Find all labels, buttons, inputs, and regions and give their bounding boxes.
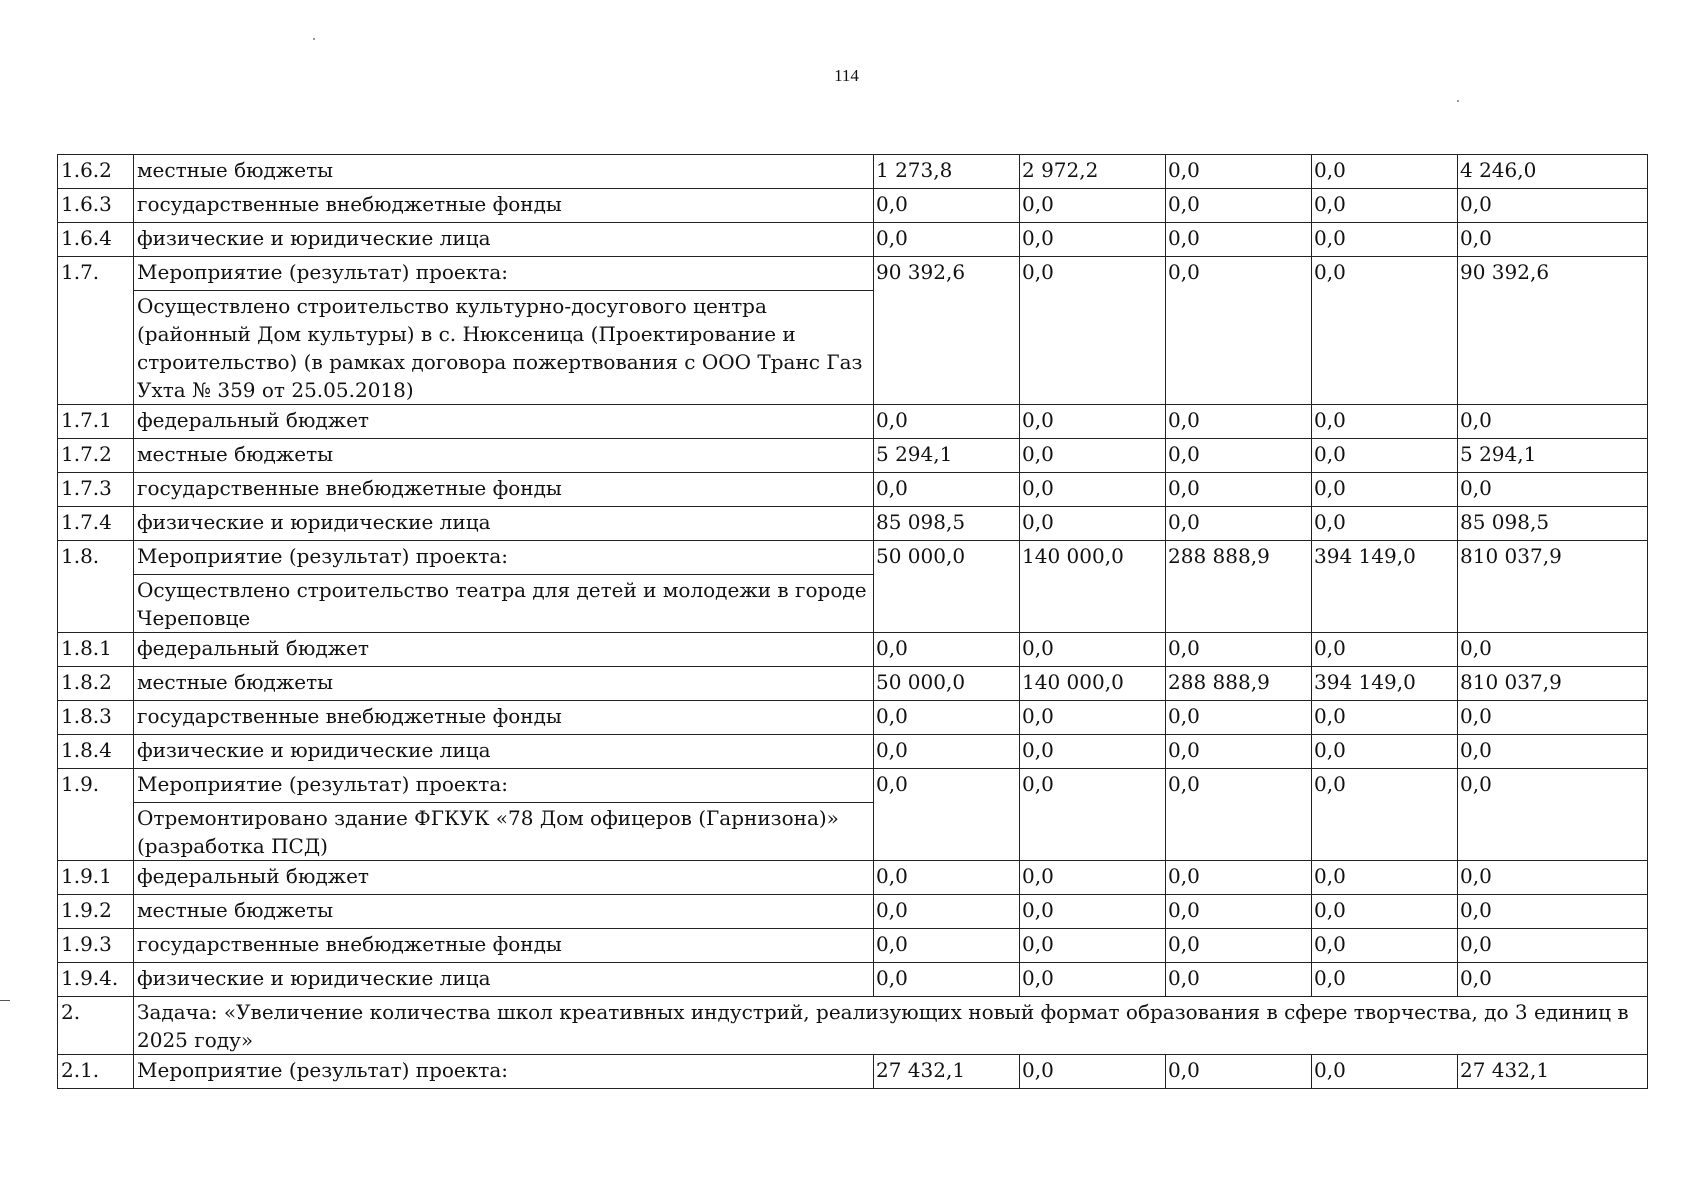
value-cell: 0,0 <box>1020 769 1166 861</box>
page-number: 114 <box>834 66 859 85</box>
value-cell: 0,0 <box>874 633 1020 667</box>
row-description: Осуществлено строительство театра для детей и молодежи в городе Череповце <box>134 575 874 633</box>
value-cell: 0,0 <box>1458 223 1648 257</box>
value-cell: 0,0 <box>1458 405 1648 439</box>
value-cell: 85 098,5 <box>874 507 1020 541</box>
value-cell: 0,0 <box>874 189 1020 223</box>
value-cell: 0,0 <box>1458 929 1648 963</box>
value-cell: 0,0 <box>1312 257 1458 405</box>
value-cell: 0,0 <box>874 735 1020 769</box>
value-cell: 0,0 <box>1020 439 1166 473</box>
value-cell: 394 149,0 <box>1312 541 1458 633</box>
value-cell: 0,0 <box>1312 405 1458 439</box>
value-cell: 0,0 <box>1166 155 1312 189</box>
table-row <box>58 541 1648 575</box>
value-cell: 0,0 <box>1166 405 1312 439</box>
row-name: Мероприятие (результат) проекта: <box>134 769 874 803</box>
table-row <box>58 507 1648 541</box>
table-row <box>58 189 1648 223</box>
value-cell: 0,0 <box>1166 257 1312 405</box>
value-cell: 0,0 <box>1458 473 1648 507</box>
row-number: 1.8.3 <box>58 701 134 735</box>
row-number: 2.1. <box>58 1055 134 1089</box>
row-name: физические и юридические лица <box>134 735 874 769</box>
table-body <box>58 155 1648 1089</box>
table-row <box>58 633 1648 667</box>
value-cell: 0,0 <box>1020 507 1166 541</box>
row-name: местные бюджеты <box>134 439 874 473</box>
row-name: федеральный бюджет <box>134 405 874 439</box>
value-cell: 5 294,1 <box>874 439 1020 473</box>
value-cell: 0,0 <box>1312 507 1458 541</box>
row-name: федеральный бюджет <box>134 633 874 667</box>
value-cell: 288 888,9 <box>1166 667 1312 701</box>
row-name: государственные внебюджетные фонды <box>134 701 874 735</box>
table-row <box>58 667 1648 701</box>
table-row <box>58 257 1648 291</box>
value-cell: 0,0 <box>1312 189 1458 223</box>
value-cell: 0,0 <box>874 929 1020 963</box>
row-description: Отремонтировано здание ФГКУК «78 Дом офицеров (Гарнизона)» (разработка ПСД) <box>134 803 874 861</box>
value-cell: 810 037,9 <box>1458 667 1648 701</box>
value-cell: 0,0 <box>874 223 1020 257</box>
row-number: 1.8.2 <box>58 667 134 701</box>
value-cell: 0,0 <box>1458 189 1648 223</box>
value-cell: 0,0 <box>1020 223 1166 257</box>
value-cell: 0,0 <box>1312 155 1458 189</box>
value-cell: 0,0 <box>1312 769 1458 861</box>
table-row <box>58 1055 1648 1089</box>
row-number: 1.7.3 <box>58 473 134 507</box>
value-cell: 0,0 <box>1020 473 1166 507</box>
value-cell: 0,0 <box>1312 929 1458 963</box>
value-cell: 0,0 <box>874 473 1020 507</box>
row-name: физические и юридические лица <box>134 963 874 997</box>
row-number: 1.9.4. <box>58 963 134 997</box>
row-number: 1.6.3 <box>58 189 134 223</box>
row-name: местные бюджеты <box>134 667 874 701</box>
value-cell: 0,0 <box>874 861 1020 895</box>
value-cell: 0,0 <box>1458 701 1648 735</box>
value-cell: 0,0 <box>874 895 1020 929</box>
value-cell: 394 149,0 <box>1312 667 1458 701</box>
value-cell: 0,0 <box>1166 963 1312 997</box>
table-row <box>58 769 1648 803</box>
value-cell: 50 000,0 <box>874 667 1020 701</box>
table-row-task <box>58 997 1648 1055</box>
row-number: 1.7.4 <box>58 507 134 541</box>
table-row <box>58 929 1648 963</box>
row-name: государственные внебюджетные фонды <box>134 189 874 223</box>
table-row <box>58 439 1648 473</box>
value-cell: 0,0 <box>1020 701 1166 735</box>
row-name: Мероприятие (результат) проекта: <box>134 541 874 575</box>
value-cell: 0,0 <box>1020 963 1166 997</box>
row-number: 1.9.3 <box>58 929 134 963</box>
scan-dot <box>1457 100 1459 102</box>
row-number: 1.6.4 <box>58 223 134 257</box>
value-cell: 0,0 <box>1166 895 1312 929</box>
value-cell: 0,0 <box>1166 473 1312 507</box>
table-row <box>58 963 1648 997</box>
value-cell: 0,0 <box>1312 963 1458 997</box>
value-cell: 0,0 <box>1458 735 1648 769</box>
table-row <box>58 861 1648 895</box>
value-cell: 27 432,1 <box>874 1055 1020 1089</box>
value-cell: 85 098,5 <box>1458 507 1648 541</box>
value-cell: 0,0 <box>874 701 1020 735</box>
row-name: Мероприятие (результат) проекта: <box>134 257 874 291</box>
value-cell: 50 000,0 <box>874 541 1020 633</box>
table-row <box>58 155 1648 189</box>
table-row <box>58 701 1648 735</box>
table-row <box>58 473 1648 507</box>
value-cell: 0,0 <box>1166 861 1312 895</box>
value-cell: 0,0 <box>1020 405 1166 439</box>
table-row <box>58 405 1648 439</box>
row-name: государственные внебюджетные фонды <box>134 473 874 507</box>
value-cell: 0,0 <box>1458 769 1648 861</box>
value-cell: 0,0 <box>1458 895 1648 929</box>
value-cell: 0,0 <box>1312 701 1458 735</box>
row-number: 1.8. <box>58 541 134 633</box>
value-cell: 0,0 <box>1166 769 1312 861</box>
task-text: Задача: «Увеличение количества школ креативных индустрий, реализующих новый формат образования в сфере творчества, до 3 единиц в 2025 году» <box>134 997 1648 1055</box>
row-number: 1.9. <box>58 769 134 861</box>
row-number: 2. <box>58 997 134 1055</box>
value-cell: 0,0 <box>1166 929 1312 963</box>
row-number: 1.9.2 <box>58 895 134 929</box>
value-cell: 140 000,0 <box>1020 541 1166 633</box>
row-name: физические и юридические лица <box>134 507 874 541</box>
value-cell: 0,0 <box>1312 633 1458 667</box>
value-cell: 90 392,6 <box>874 257 1020 405</box>
row-number: 1.6.2 <box>58 155 134 189</box>
value-cell: 0,0 <box>1312 473 1458 507</box>
value-cell: 0,0 <box>1020 929 1166 963</box>
row-name: Мероприятие (результат) проекта: <box>134 1055 874 1089</box>
value-cell: 0,0 <box>1166 735 1312 769</box>
value-cell: 4 246,0 <box>1458 155 1648 189</box>
value-cell: 90 392,6 <box>1458 257 1648 405</box>
value-cell: 0,0 <box>1458 633 1648 667</box>
value-cell: 0,0 <box>1458 963 1648 997</box>
value-cell: 0,0 <box>1166 701 1312 735</box>
value-cell: 0,0 <box>1020 189 1166 223</box>
value-cell: 288 888,9 <box>1166 541 1312 633</box>
value-cell: 27 432,1 <box>1458 1055 1648 1089</box>
row-number: 1.8.1 <box>58 633 134 667</box>
value-cell: 0,0 <box>1166 439 1312 473</box>
value-cell: 0,0 <box>1020 895 1166 929</box>
row-name: местные бюджеты <box>134 155 874 189</box>
value-cell: 0,0 <box>1166 223 1312 257</box>
value-cell: 0,0 <box>874 769 1020 861</box>
table-row <box>58 735 1648 769</box>
value-cell: 0,0 <box>1312 895 1458 929</box>
value-cell: 0,0 <box>874 963 1020 997</box>
value-cell: 0,0 <box>1020 735 1166 769</box>
table-row <box>58 895 1648 929</box>
value-cell: 0,0 <box>1312 861 1458 895</box>
value-cell: 0,0 <box>1312 735 1458 769</box>
row-name: местные бюджеты <box>134 895 874 929</box>
row-number: 1.8.4 <box>58 735 134 769</box>
value-cell: 0,0 <box>874 405 1020 439</box>
value-cell: 0,0 <box>1166 189 1312 223</box>
value-cell: 0,0 <box>1312 1055 1458 1089</box>
budget-table <box>57 154 1648 1089</box>
value-cell: 0,0 <box>1166 1055 1312 1089</box>
row-name: физические и юридические лица <box>134 223 874 257</box>
row-number: 1.9.1 <box>58 861 134 895</box>
value-cell: 1 273,8 <box>874 155 1020 189</box>
value-cell: 0,0 <box>1458 861 1648 895</box>
row-number: 1.7.1 <box>58 405 134 439</box>
value-cell: 0,0 <box>1020 633 1166 667</box>
row-name: федеральный бюджет <box>134 861 874 895</box>
value-cell: 810 037,9 <box>1458 541 1648 633</box>
value-cell: 0,0 <box>1312 223 1458 257</box>
row-name: государственные внебюджетные фонды <box>134 929 874 963</box>
scan-dot <box>313 38 315 40</box>
value-cell: 5 294,1 <box>1458 439 1648 473</box>
value-cell: 0,0 <box>1166 633 1312 667</box>
value-cell: 2 972,2 <box>1020 155 1166 189</box>
value-cell: 0,0 <box>1020 1055 1166 1089</box>
row-number: 1.7.2 <box>58 439 134 473</box>
value-cell: 140 000,0 <box>1020 667 1166 701</box>
scan-mark <box>0 1000 10 1001</box>
value-cell: 0,0 <box>1020 861 1166 895</box>
table-row <box>58 223 1648 257</box>
row-description: Осуществлено строительство культурно-досугового центра (районный Дом культуры) в с. Нюксеница (Проектирование и строительство) (в рамках договора пожертвования с ООО Транс Газ Ухта № 359 от 25.05.2018) <box>134 291 874 405</box>
value-cell: 0,0 <box>1166 507 1312 541</box>
value-cell: 0,0 <box>1020 257 1166 405</box>
row-number: 1.7. <box>58 257 134 405</box>
value-cell: 0,0 <box>1312 439 1458 473</box>
